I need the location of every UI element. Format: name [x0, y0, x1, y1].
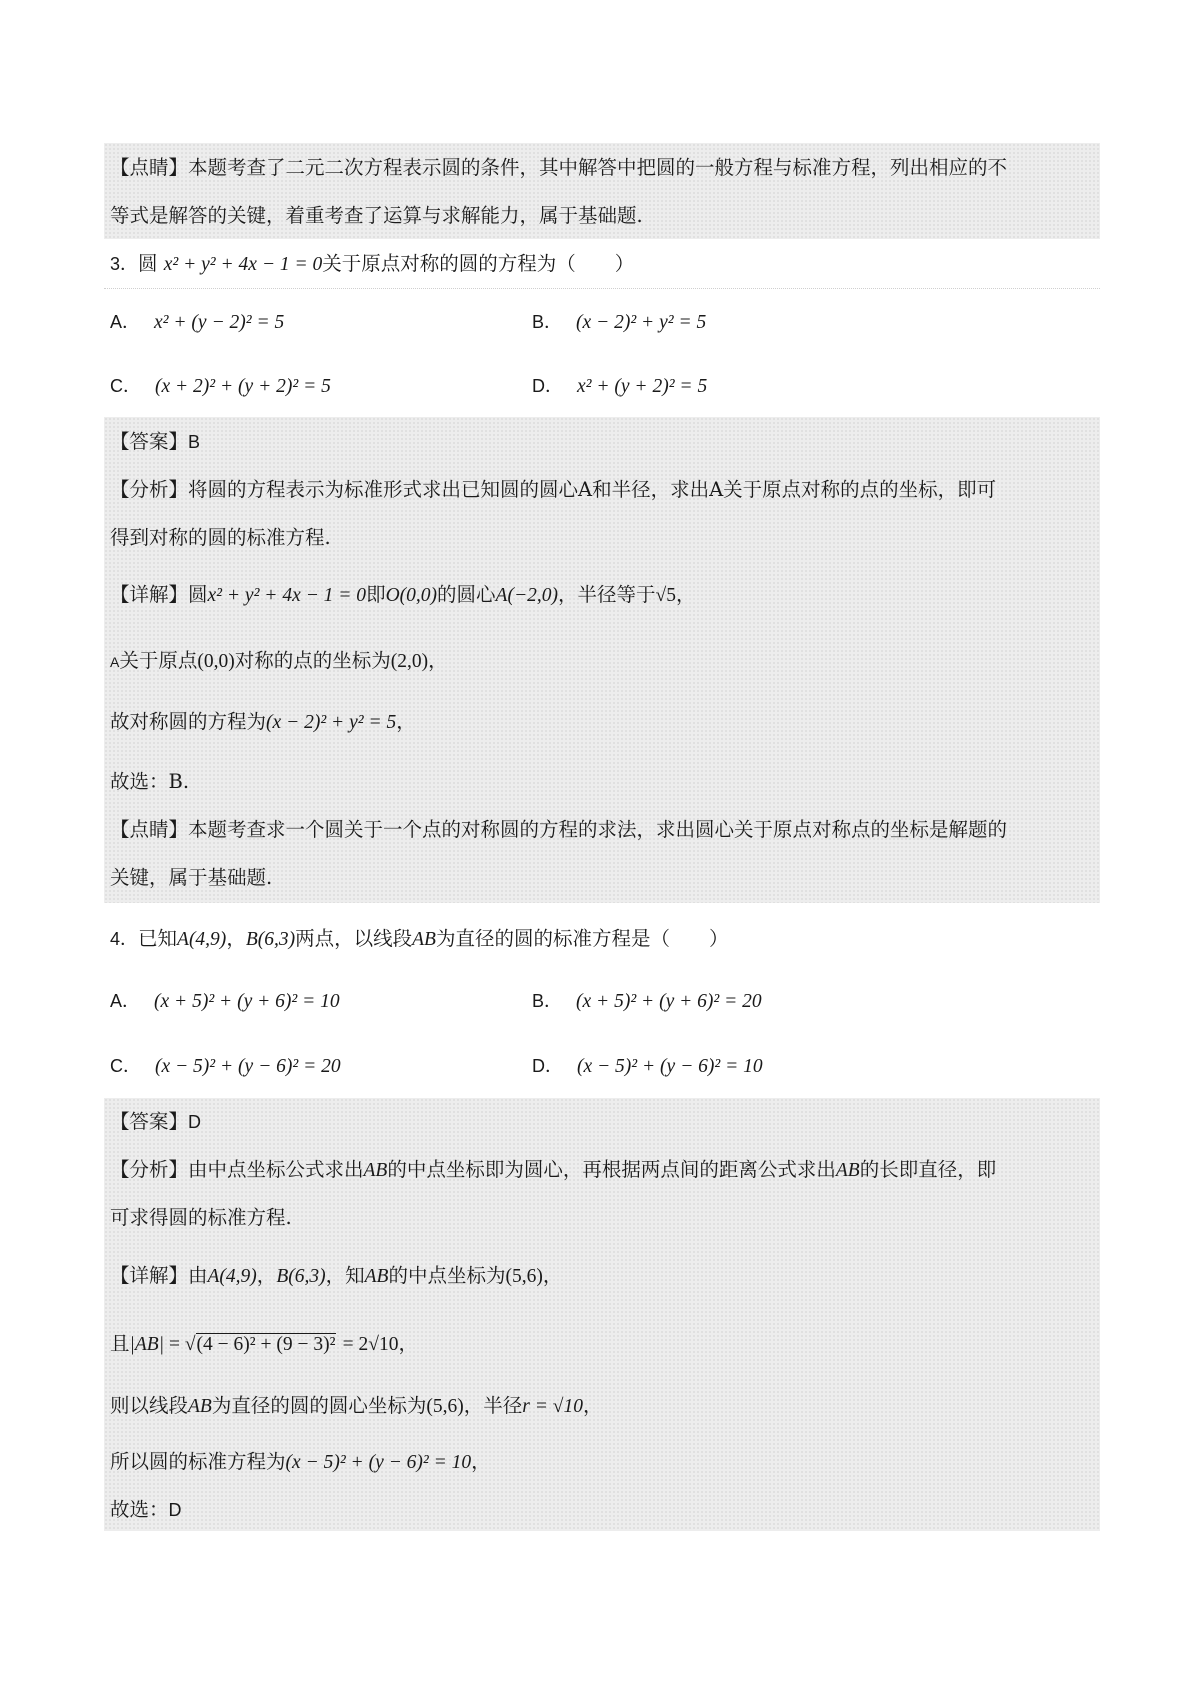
q4-detail-line3	[110, 1392, 602, 1421]
q3-stem-post: 关于原点对称的圆的方程为（ ）	[322, 252, 635, 275]
option-label: B．	[532, 991, 563, 1011]
q3-option-c[interactable]	[110, 372, 331, 401]
detail-text: 则以线段	[110, 1394, 189, 1417]
detail-text: ，	[582, 1394, 603, 1417]
q4-stem-post: 为直径的圆的标准方程是（ ）	[435, 927, 729, 950]
analysis-text: 的中点坐标即为圆心，再根据两点间的距离公式求出	[387, 1158, 836, 1181]
detail-text: 关于原点	[119, 649, 198, 672]
q3-detail-line3	[110, 708, 416, 737]
option-math: (x − 5)² + (y − 6)² = 10	[577, 1056, 763, 1077]
q3-detail-line2	[110, 647, 448, 676]
q3-option-d[interactable]	[532, 372, 707, 401]
q2-note-line2: 等式是解答的关键，着重考查了运算与求解能力，属于基础题.	[110, 204, 643, 227]
option-math: (x − 2)² + y² = 5	[576, 312, 707, 333]
point-b: B(6,3)	[245, 929, 296, 950]
detail-text: ，	[542, 1264, 563, 1287]
q3-note-line2: 关键，属于基础题.	[110, 866, 273, 889]
option-label: B．	[532, 312, 563, 332]
answer-value: D	[188, 1112, 202, 1132]
option-label: A．	[110, 991, 141, 1011]
option-math: (x − 5)² + (y − 6)² = 20	[155, 1056, 341, 1077]
answer-label: 【答案】	[110, 430, 189, 453]
detail-text: ，	[471, 1450, 491, 1473]
detail-text: 为直径的圆的圆心坐标为	[211, 1394, 427, 1417]
distance-ab: |AB|	[129, 1334, 165, 1355]
option-math: x² + (y − 2)² = 5	[154, 312, 285, 333]
option-math: x² + (y + 2)² = 5	[577, 376, 708, 397]
detail-text: 即	[366, 583, 386, 606]
q4-stem-mid: 两点，以线段	[295, 927, 413, 950]
detail-text: ，	[428, 649, 448, 672]
answer-label: 【答案】	[110, 1110, 189, 1133]
sqrt-icon: √	[184, 1334, 196, 1355]
detail-text: 对称的点的坐标为	[234, 649, 391, 672]
option-math: (x + 2)² + (y + 2)² = 5	[155, 376, 331, 397]
detail-text: ，	[396, 710, 416, 733]
separator: ，	[256, 1264, 277, 1287]
radius-value: r = √10	[522, 1396, 583, 1417]
separator: ，	[226, 927, 246, 950]
option-label: A．	[110, 312, 141, 332]
q4-detail-line2: 且|AB| = √(4 − 6)² + (9 − 3)² = 2√10，	[110, 1332, 418, 1355]
detail-equation: (x − 5)² + (y − 6)² = 10	[285, 1452, 472, 1473]
answer-value: B	[188, 432, 201, 452]
q2-note-line1: 【点睛】本题考查了二元二次方程表示圆的条件，其中解答中把圆的一般方程与标准方程，列出相应的不	[110, 156, 1008, 179]
symmetric-point: (2,0)	[390, 651, 429, 672]
point-a: A(4,9)	[207, 1266, 257, 1287]
detail-equation: x² + y² + 4x − 1 = 0	[207, 585, 367, 606]
q4-analysis-line2: 可求得圆的标准方程.	[110, 1206, 292, 1229]
origin-point: O(0,0)	[385, 585, 438, 606]
q4-analysis-line1	[110, 1156, 996, 1185]
q4-detail-line4	[110, 1448, 491, 1477]
detail-text: 的中点坐标为	[388, 1264, 506, 1287]
detail-text: 所以圆的标准方程为	[110, 1450, 286, 1473]
q4-number: 4．	[110, 929, 139, 949]
q4-option-a[interactable]	[110, 987, 340, 1016]
q3-analysis-line1: 【分析】将圆的方程表示为标准形式求出已知圆的圆心A和半径，求出A关于原点对称的点的坐标，即可	[110, 478, 997, 501]
detail-label: 【详解】由	[110, 1264, 208, 1287]
radicand: (4 − 6)² + (9 − 3)²	[196, 1334, 336, 1355]
q3-detail-line4: 故选：B.	[110, 770, 190, 793]
detail-text: ，半径	[463, 1394, 523, 1417]
midpoint: (5,6)	[505, 1266, 543, 1287]
distance-result: = 2√10	[342, 1334, 399, 1355]
q3-stem-divider	[104, 288, 1100, 289]
answer-value: D	[168, 1500, 182, 1520]
q3-number: 3．	[110, 254, 139, 274]
point-a: A(4,9)	[177, 929, 227, 950]
segment-ab: AB	[412, 929, 436, 950]
q3-detail-line1	[110, 581, 695, 610]
q3-note-line1: 【点睛】本题考查求一个圆关于一个点的对称圆的方程的求法，求出圆心关于原点对称点的坐标是解题的	[110, 818, 1008, 841]
detail-text: ，知	[325, 1264, 365, 1287]
detail-text: ，	[398, 1332, 418, 1355]
radius-value: √5	[655, 585, 676, 606]
segment-ab: AB	[835, 1160, 860, 1181]
segment-ab: AB	[364, 1266, 389, 1287]
option-label: D．	[532, 1056, 563, 1076]
option-label: C．	[110, 376, 141, 396]
detail-equation: (x − 2)² + y² = 5	[266, 712, 397, 733]
option-label: D．	[532, 376, 563, 396]
detail-text: 故对称圆的方程为	[110, 710, 267, 733]
detail-text: 故选：	[110, 1498, 169, 1521]
analysis-text: 的长即直径，即	[859, 1158, 997, 1181]
q3-analysis-line2: 得到对称的圆的标准方程.	[110, 526, 331, 549]
segment-ab: AB	[188, 1396, 212, 1417]
q4-stem-pre: 已知	[138, 927, 178, 950]
option-math: (x + 5)² + (y + 6)² = 20	[576, 991, 762, 1012]
q4-option-d[interactable]	[532, 1052, 763, 1081]
q3-stem-pre: 圆	[138, 252, 158, 275]
option-label: C．	[110, 1056, 141, 1076]
q3-option-b[interactable]	[532, 308, 706, 337]
detail-text: ，	[675, 583, 696, 606]
q4-detail-line5	[110, 1496, 182, 1524]
q4-stem	[110, 925, 728, 954]
q3-stem-equation: x² + y² + 4x − 1 = 0	[163, 254, 323, 275]
q4-detail-line1	[110, 1262, 562, 1291]
q4-option-b[interactable]	[532, 987, 762, 1016]
detail-text: 的圆心	[437, 583, 496, 606]
center-point: (5,6)	[426, 1396, 464, 1417]
analysis-text: 【分析】由中点坐标公式求出	[110, 1158, 364, 1181]
option-math: (x + 5)² + (y + 6)² = 10	[154, 991, 340, 1012]
q3-stem	[110, 250, 634, 279]
point-label: A	[110, 654, 120, 670]
detail-label: 【详解】圆	[110, 583, 208, 606]
q3-answer	[110, 428, 200, 456]
q4-answer	[110, 1108, 201, 1136]
center-point: A(−2,0)	[495, 585, 558, 606]
q4-option-c[interactable]	[110, 1052, 341, 1081]
detail-text: 且	[110, 1332, 130, 1355]
segment-ab: AB	[363, 1160, 388, 1181]
origin-point: (0,0)	[197, 651, 235, 672]
detail-text: ，半径等于	[557, 583, 656, 606]
q3-option-a[interactable]	[110, 308, 284, 337]
point-b: B(6,3)	[276, 1266, 326, 1287]
